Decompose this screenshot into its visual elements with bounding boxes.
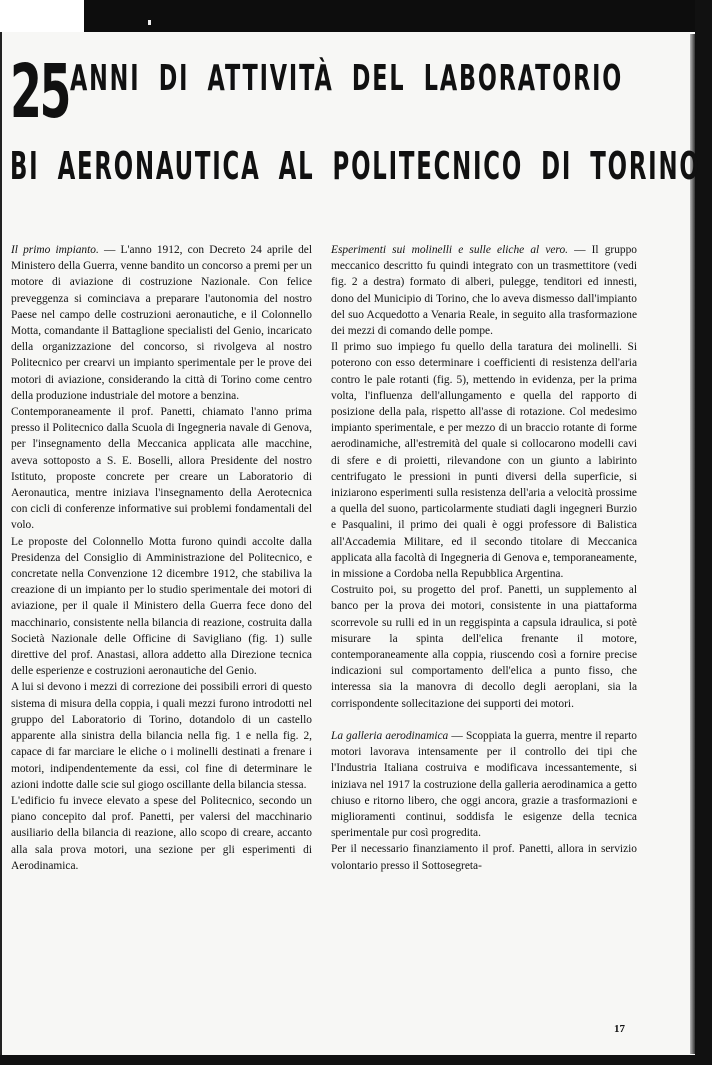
paragraph: Per il necessario finanziamento il prof. Panetti, allora in servizio volontario presso il Sottosegreta- [331,843,637,872]
paragraph: Costruito poi, su progetto del prof. Panetti, un supplemento al banco per la prova dei motori, consistente in una piattaforma scorrevole su rulli ed in un reggispinta a capsula idraulica, si potè misurare la spinta dell'elica frenante il motore, contemporaneamente alla coppia, riuscendo così a fornire precise indicazioni sul comportamento dell'elica a punto fisso, che interessa sia la manovra di decollo degli aeroplani, sia la corrispondente sollecitazione dei supporti dei motori. [331,584,637,710]
paragraph-gap [331,712,637,728]
paragraph [331,728,637,841]
paragraph-text: — Il gruppo meccanico descritto fu quindi integrato con un trasmettitore (vedi fig. 2 a destra) formato di alberi, pulegge, tenditori ed innesti, dono del Municipio di Torino, che lo aveva dismesso dall'impianto del suo Acquedotto a Venaria Reale, in seguito alla trasformazione dei mezzi di comando delle pompe. [331,244,637,338]
paragraph: Il primo suo impiego fu quello della taratura dei molinelli. Si poterono con esso determinare i coefficienti di resistenza dell'aria contro le pale rotanti (fig. 5), mettendo in evidenza, per la prima volta, l'influenza dell'allungamento e quella del rapporto di posizione della pala, rispetto all'asse di rotazione. Col medesimo impianto sperimentale, e per mezzo di un braccio rotante di forme aerodinamiche, all'estremità del quale si collocarono modelli cavi di sfere e di proietti, rilevandone con un giunto a labirinto centrifugato le pressioni in punti diversi della superficie, si iniziarono esperimenti sulla resistenza dell'aria a velocità prossime a quella del suono, particolarmente studiati dagli ingegneri Burzio e Pasqualini, il primo dei quali è oggi professore di Balistica all'Accademia Militare, ed il secondo titolare di Meccanica applicata alla facoltà di Ingegneria di Genova e, temporaneamente, in missione a Cordoba nella Repubblica Argentina. [331,341,637,581]
scan-top-border [84,0,712,32]
paragraph: L'edificio fu invece elevato a spese del Politecnico, secondo un piano concepito dal prof. Panetti, per valersi del macchinario ausiliario della bilancia di reazione, allo scopo di creare, accanto alla sala prova motori, una sezione per gli esperimenti di Aerodinamica. [11,794,312,872]
paragraph-text: — Scoppiata la guerra, mentre il reparto motori lavorava intensamente per il controllo dei tipi che l'Industria Italiana costruiva e modificava incessantemente, si iniziava nel 1917 la costruzione della galleria aerodinamica a getto chiuso e ritorno libero, che oggi ancora, grazie a trasformazioni e miglioramenti continui, soddisfa le esigenze della tecnica sperimentale pur così progredita. [331,729,637,840]
section-heading: Il primo impianto. [11,244,99,256]
paragraph: Contemporaneamente il prof. Panetti, chiamato l'anno prima presso il Politecnico dalla Scuola di Ingegneria navale di Genova, per l'insegnamento della Meccanica applicata alle macchine, aveva sottoposto a S. E. Boselli, allora Presidente del nostro Istituto, proposte concrete per creare un Laboratorio di Aeronautica, mentre iniziava l'insegnamento della Aerotecnica con cicli di conferenze informative sui problemi fondamentali del volo. [11,406,312,532]
section-heading: La galleria aerodinamica [331,729,449,742]
left-column [11,242,312,874]
right-column [331,242,637,874]
page-number: 17 [614,1023,625,1035]
scan-speck [148,20,151,25]
title-number: 25 [10,49,69,135]
paragraph: Le proposte del Colonnello Motta furono quindi accolte dalla Presidenza del Consiglio di Amministrazione del Politecnico, e concretate nella Convenzione 12 dicembre 1912, che stabiliva la creazione di un impianto per lo studio sperimentale dei motori di aviazione, per il quale il Ministero della Guerra fece dono del macchinario, consistente nella bilancia di reazione, costruita dalla Società Nazionale delle Officine di Savigliano (fig. 1) sulle direttive del prof. Anastasi, allora addetto alla Direzione tecnica delle esperienze e costruzioni aeronautiche del Genio. [11,535,312,678]
title-line-2: BI AERONAUTICA AL POLITECNICO DI TORINO [10,144,701,188]
title-line-1: ANNI DI ATTIVITÀ DEL LABORATORIO [70,58,624,99]
paragraph [11,242,312,404]
paragraph: A lui si devono i mezzi di correzione dei possibili errori di questo sistema di misura della coppia, i quali mezzi furono introdotti nel gruppo del Laboratorio di Torino, dotandolo di un castello apparente alla sinistra della bilancia nella fig. 1 e nella fig. 2, capace di far marciare le eliche o i molinelli destinati a frenare i motori, indipendentemente da essi, col fine di determinare le azioni indotte dalle scie sul giogo oscillante della bilancia stessa. [11,681,312,791]
paragraph [331,242,637,339]
paragraph-text: — L'anno 1912, con Decreto 24 aprile del Ministero della Guerra, venne bandito un concorso a premi per un motore di aviazione di costruzione Nazionale. Con felice preveggenza si cominciava a preparare l'autonomia del nostro Paese nel campo delle costruzioni aeronautiche, e il Colonnello Motta, comandante il Battaglione specialisti del Genio, incaricato della organizzazione del concorso, si rivolgeva al nostro Politecnico per crearvi un impianto sperimentale per le prove dei motori di aviazione, considerando la città di Torino come centro della produzione industriale del motore a benzina. [11,244,312,402]
section-heading: Esperimenti sui molinelli e sulle eliche al vero. [331,244,568,256]
scan-bottom-border [0,1055,712,1065]
